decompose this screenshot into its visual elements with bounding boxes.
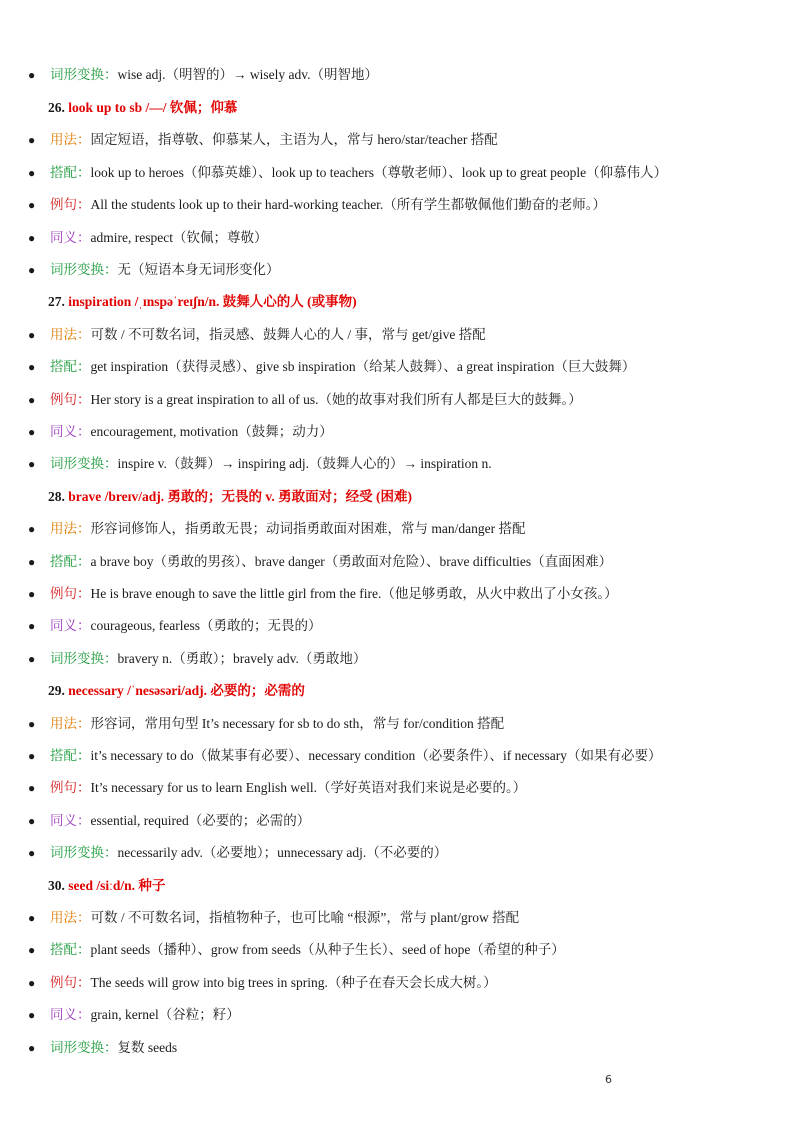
label-word-forms: 词形变换： (50, 845, 118, 861)
entry-heading (48, 877, 788, 895)
entry-title: inspiration /ˌɪnspəˈreɪʃn/n. 鼓舞人心的人 (或事物) (68, 294, 357, 310)
word-forms-text: necessarily adv.（必要地）；unnecessary adj.（不必要的） (117, 845, 448, 861)
example-text: All the students look up to their hard-working teacher.（所有学生都敬佩他们勤奋的老师。） (90, 197, 607, 213)
bullet-icon: ● (28, 425, 36, 439)
bullet-icon: ● (28, 360, 36, 375)
example-text: Her story is a great inspiration to all of us.（她的故事对我们所有人都是巨大的鼓舞。） (90, 391, 582, 407)
label-synonym: 同义： (50, 229, 91, 245)
bullet-icon: ● (28, 198, 36, 213)
label-example: 例句： (50, 586, 91, 601)
label-collocation: 搭配： (50, 164, 91, 180)
label-word-forms: 词形变换： (50, 1039, 118, 1055)
example-text: It’s necessary for us to learn English well.（学好英语对我们来说是必要的。） (90, 780, 527, 796)
bullet-icon: ● (28, 716, 36, 731)
label-usage: 用法： (50, 132, 91, 148)
word-forms-text: wise adj.（明智的）→ wisely adv.（明智地） (117, 67, 378, 82)
label-word-forms: 词形变换： (50, 67, 118, 82)
bullet-icon: ● (28, 133, 36, 148)
bullet-icon: ● (28, 457, 36, 472)
label-synonym: 同义： (50, 618, 91, 634)
collocation-text: a brave boy（勇敢的男孩）、brave danger（勇敢面对危险）、brave difficulties（直面困难） (90, 553, 613, 569)
label-collocation: 搭配： (50, 942, 91, 958)
bullet-icon: ● (28, 749, 36, 763)
usage-text: 形容词，常用句型 It’s necessary for sb to do sth，常与 for/condition 搭配 (90, 715, 505, 731)
page-number: 6 (605, 1073, 612, 1086)
word-forms-text: 复数 seeds (117, 1039, 178, 1055)
label-example: 例句： (50, 974, 91, 990)
collocation-text: look up to heroes（仰慕英雄）、look up to teachers（尊敬老师）、look up to great people（仰慕伟人） (90, 164, 668, 180)
bullet-icon: ● (28, 813, 36, 828)
bullet-icon: ● (28, 68, 36, 82)
synonym-text: essential, required（必要的；必需的） (90, 812, 311, 828)
bullet-icon: ● (28, 651, 36, 666)
synonym-text: encouragement, motivation（鼓舞；动力） (90, 424, 333, 439)
entry-heading (48, 99, 788, 117)
label-example: 例句： (50, 197, 91, 213)
bullet-icon: ● (28, 165, 36, 180)
label-collocation: 搭配： (50, 359, 91, 375)
example-text: The seeds will grow into big trees in spring.（种子在春天会长成大树。） (90, 974, 497, 990)
collocation-text: it’s necessary to do（做某事有必要）、necessary condition（必要条件）、if necessary（如果有必要） (90, 748, 662, 763)
bullet-icon: ● (28, 392, 36, 407)
entry-heading (48, 682, 788, 700)
bullet-icon: ● (28, 619, 36, 634)
entry-number: 27. (48, 294, 65, 310)
label-collocation: 搭配： (50, 748, 91, 763)
entry-heading (48, 488, 788, 506)
entry-title: brave /breɪv/adj. 勇敢的；无畏的 v. 勇敢面对；经受 (困难) (68, 488, 412, 504)
entry-number: 30. (48, 877, 65, 893)
label-synonym: 同义： (50, 1007, 91, 1023)
entry-number: 29. (48, 683, 65, 699)
synonym-text: courageous, fearless（勇敢的；无畏的） (90, 618, 322, 634)
entry-number: 28. (48, 488, 65, 504)
example-text: He is brave enough to save the little girl from the fire.（他足够勇敢，从火中救出了小女孩。） (90, 586, 618, 601)
synonym-text: grain, kernel（谷粒；籽） (90, 1007, 240, 1023)
entry-title: look up to sb /—/ 钦佩；仰慕 (68, 100, 238, 115)
entry-number: 26. (48, 100, 65, 115)
bullet-icon: ● (28, 1040, 36, 1055)
usage-text: 形容词修饰人，指勇敢无畏；动词指勇敢面对困难，常与 man/danger 搭配 (90, 521, 526, 537)
bullet-icon: ● (28, 587, 36, 601)
synonym-text: admire, respect（钦佩；尊敬） (90, 229, 268, 245)
usage-text: 可数 / 不可数名词，指灵感、鼓舞人心的人 / 事，常与 get/give 搭配 (90, 326, 486, 342)
word-forms-text: bravery n.（勇敢）；bravely adv.（勇敢地） (117, 650, 367, 666)
bullet-icon: ● (28, 846, 36, 861)
label-collocation: 搭配： (50, 553, 91, 569)
label-example: 例句： (50, 780, 91, 796)
label-word-forms: 词形变换： (50, 456, 118, 472)
bullet-icon: ● (28, 911, 36, 925)
bullet-icon: ● (28, 1008, 36, 1023)
bullet-icon: ● (28, 522, 36, 537)
bullet-icon: ● (28, 943, 36, 958)
label-usage: 用法： (50, 715, 91, 731)
usage-text: 固定短语，指尊敬、仰慕某人，主语为人，常与 hero/star/teacher 搭配 (90, 132, 498, 148)
word-forms-text: 无（短语本身无词形变化） (117, 262, 280, 277)
label-example: 例句： (50, 391, 91, 407)
usage-text: 可数 / 不可数名词，指植物种子，也可比喻 “根源”，常与 plant/grow 搭配 (90, 910, 520, 925)
collocation-text: get inspiration（获得灵感）、give sb inspiration（给某人鼓舞）、a great inspiration（巨大鼓舞） (90, 359, 636, 375)
label-word-forms: 词形变换： (50, 262, 118, 277)
label-word-forms: 词形变换： (50, 650, 118, 666)
label-usage: 用法： (50, 521, 91, 537)
collocation-text: plant seeds（播种）、grow from seeds（从种子生长）、seed of hope（希望的种子） (90, 942, 565, 958)
bullet-icon: ● (28, 781, 36, 796)
label-synonym: 同义： (50, 424, 91, 439)
label-synonym: 同义： (50, 812, 91, 828)
bullet-icon: ● (28, 975, 36, 990)
entry-heading (48, 293, 788, 311)
word-forms-text: inspire v.（鼓舞）→ inspiring adj.（鼓舞人心的）→ inspiration n. (117, 456, 492, 472)
label-usage: 用法： (50, 910, 91, 925)
bullet-icon: ● (28, 327, 36, 342)
entry-title: necessary /ˈnesəsəri/adj. 必要的；必需的 (68, 683, 305, 699)
bullet-icon: ● (28, 230, 36, 245)
bullet-icon: ● (28, 263, 36, 277)
bullet-icon: ● (28, 554, 36, 569)
label-usage: 用法： (50, 326, 91, 342)
entry-title: seed /siːd/n. 种子 (68, 877, 166, 893)
